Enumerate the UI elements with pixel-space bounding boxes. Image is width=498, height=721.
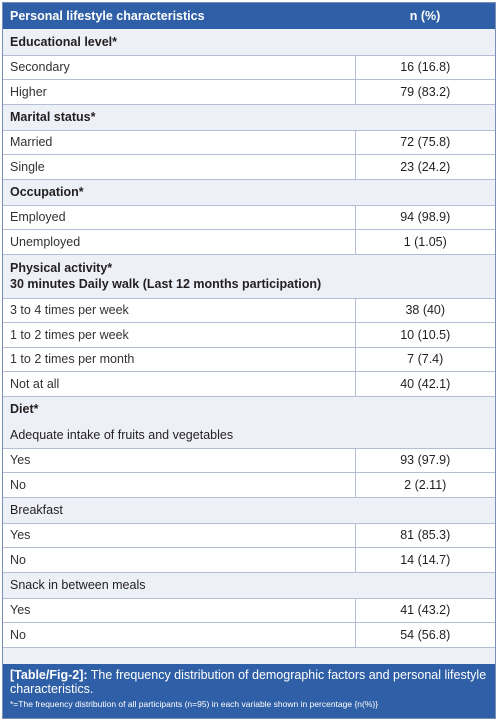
- row-label: Married: [3, 130, 355, 155]
- row-value: 14 (14.7): [355, 548, 495, 573]
- row-value: 72 (75.8): [355, 130, 495, 155]
- table-row: [3, 598, 495, 623]
- table-header-row: [3, 3, 495, 29]
- table-row: [3, 347, 495, 372]
- row-label: Secondary: [3, 55, 355, 80]
- section-diet: [3, 396, 495, 422]
- header-characteristics: Personal lifestyle characteristics: [3, 3, 355, 29]
- table-row: [3, 323, 495, 348]
- caption-text: The frequency distribution of demographic factors and personal lifestyle characteristics.: [10, 668, 487, 696]
- row-label: Yes: [3, 448, 355, 473]
- row-value: 93 (97.9): [355, 448, 495, 473]
- table-row: [3, 80, 495, 105]
- row-value: 16 (16.8): [355, 55, 495, 80]
- row-label: No: [3, 548, 355, 573]
- table-row: [3, 448, 495, 473]
- table-row: [3, 55, 495, 80]
- table-row: [3, 473, 495, 498]
- row-label: Yes: [3, 598, 355, 623]
- row-label: 3 to 4 times per week: [3, 298, 355, 323]
- row-label: 1 to 2 times per week: [3, 323, 355, 348]
- row-value: 54 (56.8): [355, 623, 495, 648]
- subgroup-row: [3, 422, 495, 448]
- caption-label: [Table/Fig-2]:: [10, 668, 88, 682]
- subgroup-row: [3, 497, 495, 523]
- row-label: 1 to 2 times per month: [3, 347, 355, 372]
- row-value: 79 (83.2): [355, 80, 495, 105]
- header-n-percent: n (%): [355, 3, 495, 29]
- table-row: [3, 372, 495, 397]
- table-row: [3, 155, 495, 180]
- table-row: [3, 205, 495, 230]
- section-title: Educational level*: [3, 29, 495, 55]
- table-figure: [2, 2, 496, 719]
- row-value: 94 (98.9): [355, 205, 495, 230]
- row-value: 1 (1.05): [355, 230, 495, 255]
- section-title: Occupation*: [3, 179, 495, 205]
- section-title: Diet*: [3, 396, 495, 422]
- row-label: Single: [3, 155, 355, 180]
- table-caption: [3, 664, 495, 718]
- section-marital: [3, 104, 495, 130]
- row-value: 81 (85.3): [355, 523, 495, 548]
- row-label: No: [3, 623, 355, 648]
- row-label: Not at all: [3, 372, 355, 397]
- row-label: Higher: [3, 80, 355, 105]
- table-row: [3, 130, 495, 155]
- table-row: [3, 230, 495, 255]
- subgroup-label: Snack in between meals: [3, 572, 495, 598]
- subgroup-label: Breakfast: [3, 497, 495, 523]
- table-row: [3, 623, 495, 648]
- row-label: Yes: [3, 523, 355, 548]
- section-title: Physical activity*: [10, 261, 113, 275]
- subgroup-row: [3, 572, 495, 598]
- lifestyle-table: [3, 3, 495, 648]
- row-value: 41 (43.2): [355, 598, 495, 623]
- section-education: [3, 29, 495, 55]
- section-subtitle: 30 minutes Daily walk (Last 12 months participation): [10, 277, 322, 291]
- row-value: 10 (10.5): [355, 323, 495, 348]
- row-value: 38 (40): [355, 298, 495, 323]
- row-value: 23 (24.2): [355, 155, 495, 180]
- table-row: [3, 523, 495, 548]
- table-row: [3, 298, 495, 323]
- row-label: No: [3, 473, 355, 498]
- table-row: [3, 548, 495, 573]
- row-label: Employed: [3, 205, 355, 230]
- row-value: 2 (2.11): [355, 473, 495, 498]
- caption-footnote: *=The frequency distribution of all participants (n=95) in each variable shown in percentage {n(%)}: [10, 699, 379, 709]
- row-value: 7 (7.4): [355, 347, 495, 372]
- section-occupation: [3, 179, 495, 205]
- section-physical-activity: [3, 254, 495, 298]
- row-label: Unemployed: [3, 230, 355, 255]
- section-title: Marital status*: [3, 104, 495, 130]
- subgroup-label: Adequate intake of fruits and vegetables: [3, 422, 495, 448]
- row-value: 40 (42.1): [355, 372, 495, 397]
